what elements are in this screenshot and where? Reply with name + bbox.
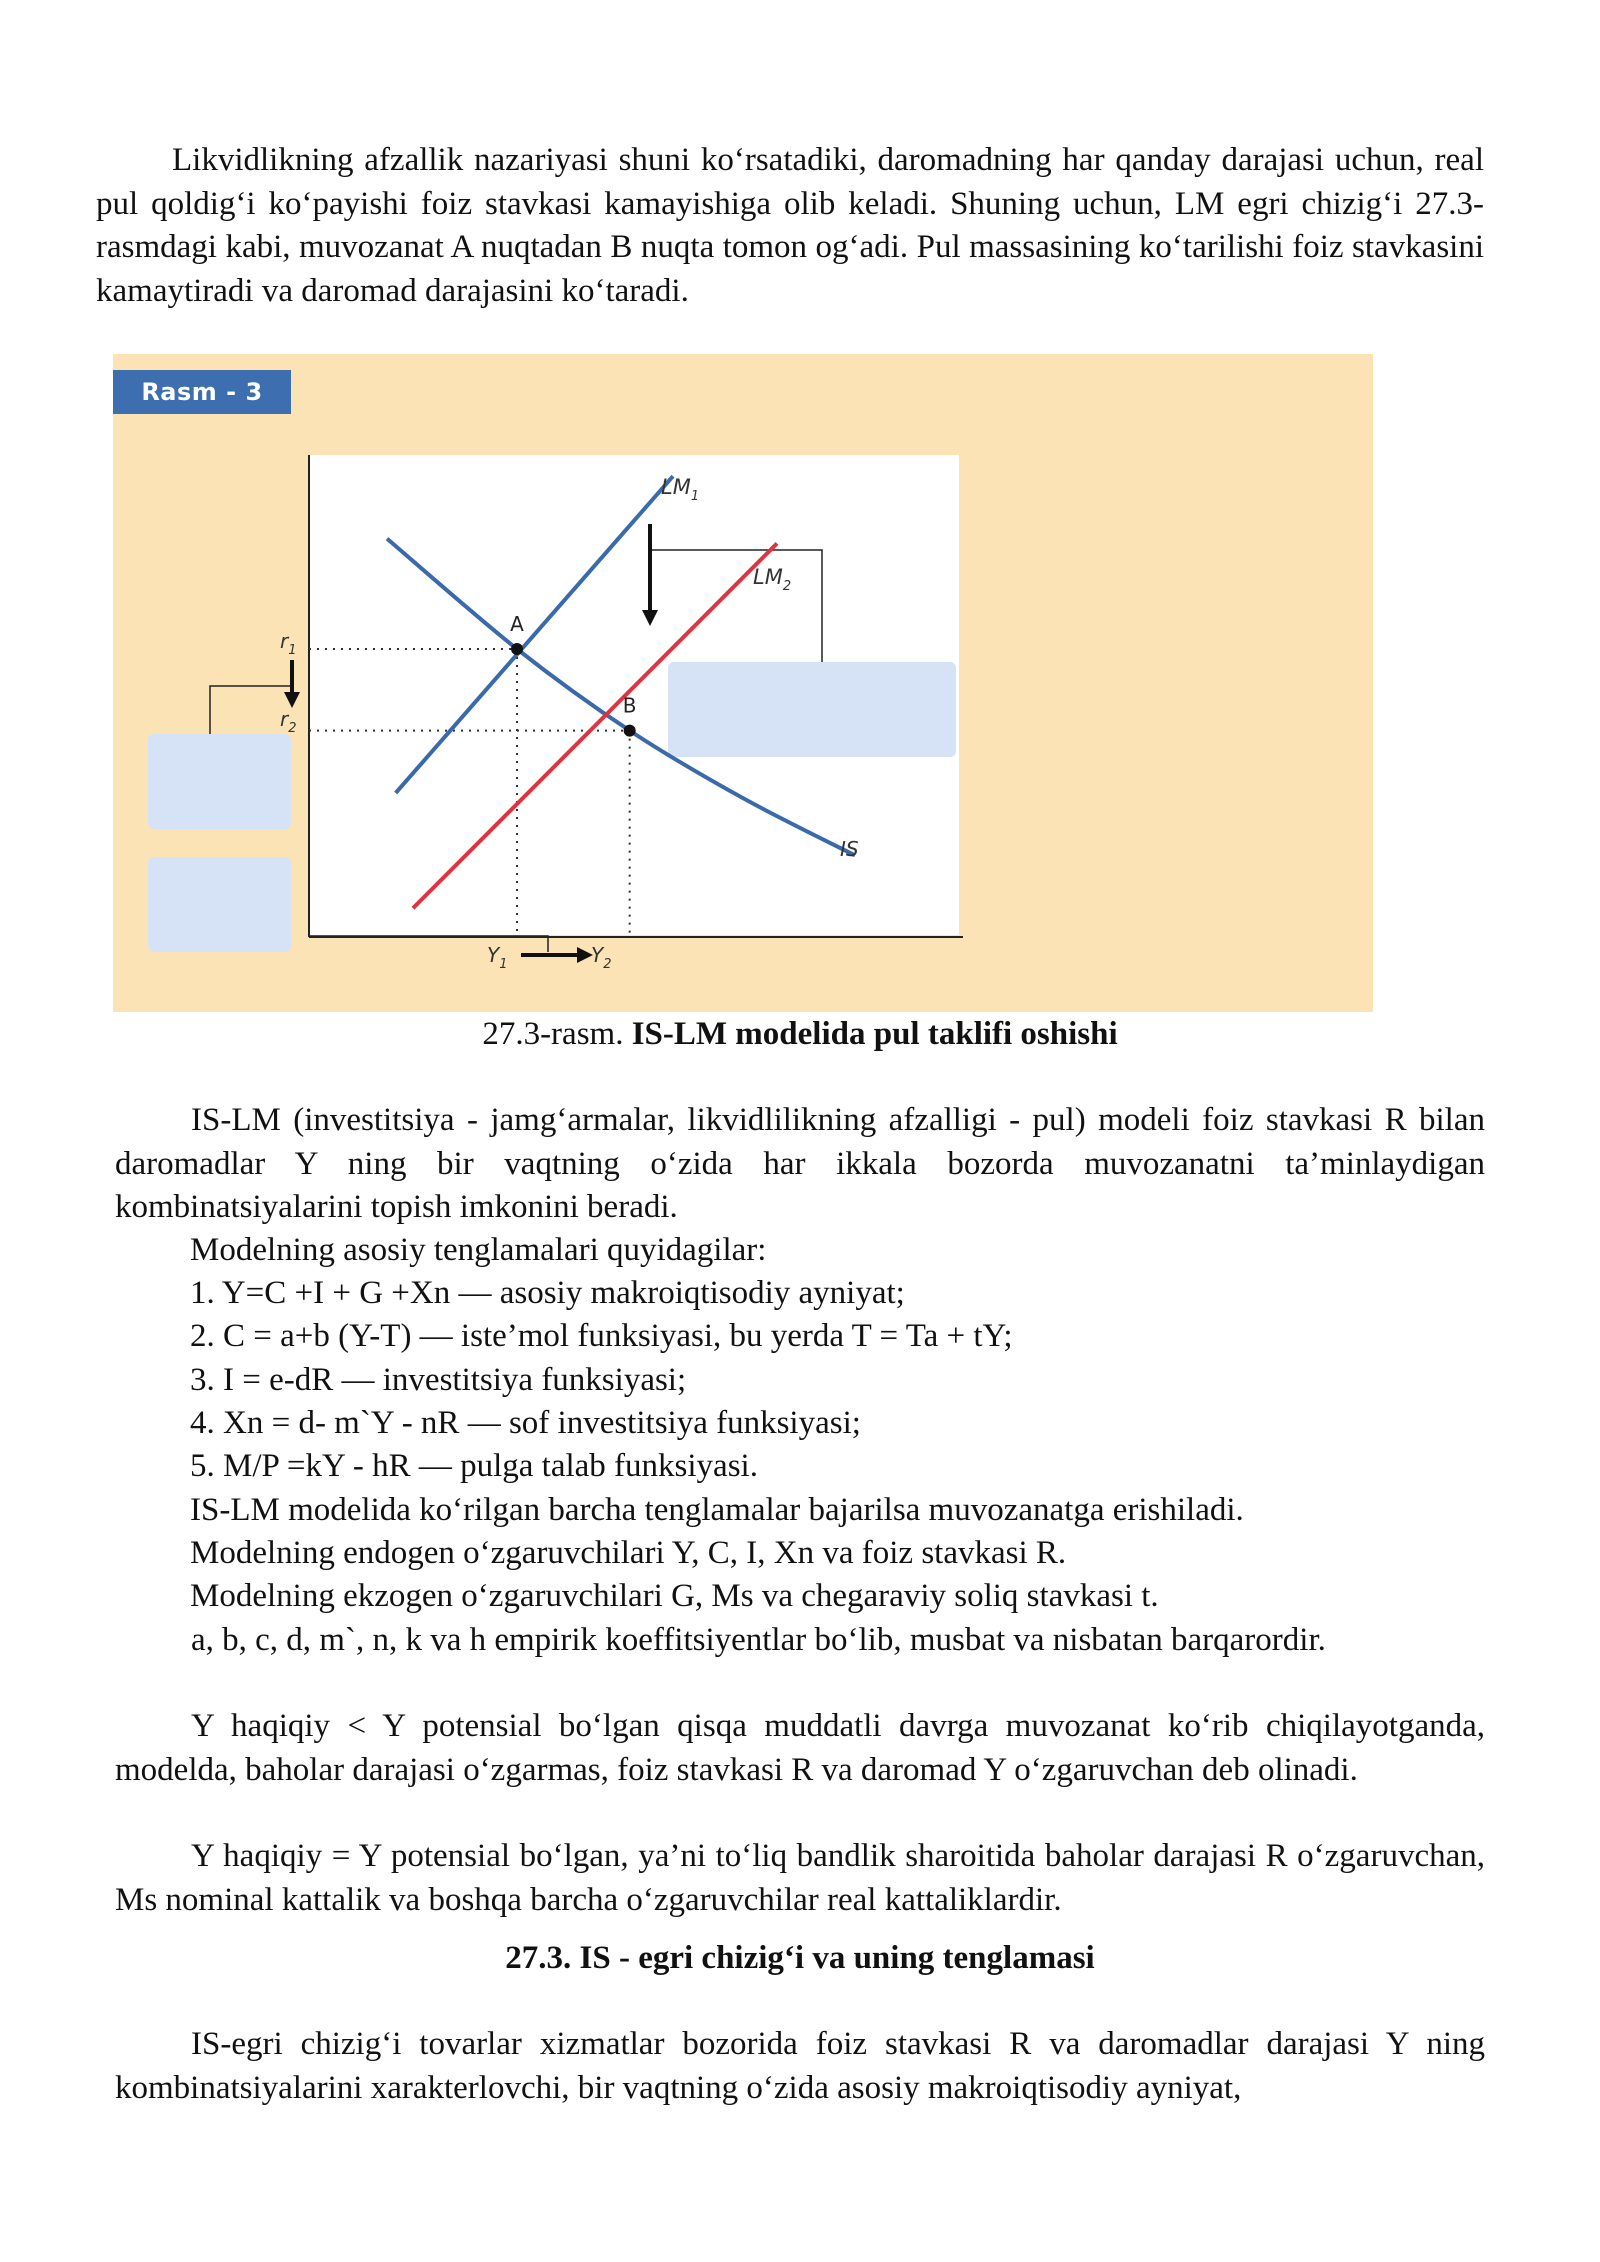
caption-prefix: 27.3-rasm.: [482, 1016, 632, 1052]
caption-title: IS-LM modelida pul taklifi oshishi: [631, 1016, 1118, 1052]
body-paragraph-8: Y haqiqiy = Y potensial bo‘lgan, ya’ni to‘liq bandlik sharoitida baholar darajasi R o‘zgaruvchan, Ms nominal kattalik va boshqa barcha o‘zgaruvchilar real kattaliklardir.: [115, 1838, 1485, 1918]
equation-3: 3. I = e-dR — investitsiya funksiyasi;: [190, 1362, 687, 1398]
callout-box-right: [668, 662, 956, 757]
body-paragraph-3: IS-LM modelida ko‘rilgan barcha tenglamalar bajarilsa muvozanatga erishiladi.: [190, 1492, 1244, 1528]
body-paragraph-1: IS-LM (investitsiya - jamg‘armalar, likvidlilikning afzalligi - pul) modeli foiz stavkasi R bilan daromadlar Y ning bir vaqtning o‘zida har ikkala bozorda muvozanatni ta’minlaydigan kombinatsiyalarini topish imkonini beradi.: [115, 1102, 1485, 1225]
r-shift-arrow-head: [284, 692, 300, 708]
section-heading: 27.3. IS - egri chizig‘i va uning tenglamasi: [505, 1940, 1095, 1976]
callout-box-left-top: [148, 734, 291, 829]
label-y2: $Y_2$: [591, 943, 612, 972]
body-paragraph-4: Modelning endogen o‘zgaruvchilari Y, C, I, Xn va foiz stavkasi R.: [190, 1535, 1067, 1571]
point-label-a: A: [510, 612, 524, 636]
is-lm-chart: [113, 354, 1373, 1012]
body-paragraph-5: Modelning ekzogen o‘zgaruvchilari G, Ms va chegaraviy soliq stavkasi t.: [190, 1578, 1159, 1614]
figure-badge: Rasm - 3: [113, 370, 291, 414]
connector-left-bottom: [309, 936, 548, 952]
section-paragraph-1: IS-egri chizig‘i tovarlar xizmatlar bozorida foiz stavkasi R va daromadlar darajasi Y ning kombinatsiyalarini xarakterlovchi, bir vaqtning o‘zida asosiy makroiqtisodiy ayniyat,: [115, 2026, 1485, 2106]
body-paragraph-7: Y haqiqiy < Y potensial bo‘lgan qisqa muddatli davrga muvozanat ko‘rib chiqilayotganda, modelda, baholar darajasi o‘zgarmas, foiz stavkasi R va daromad Y o‘zgaruvchan deb olinadi.: [115, 1708, 1485, 1788]
label-r2: $r_2$: [280, 707, 297, 736]
label-y1: $Y_1$: [487, 943, 508, 972]
equation-1: 1. Y=C +I + G +Xn — asosiy makroiqtisodiy ayniyat;: [190, 1275, 905, 1311]
label-lm1: $LM_1$: [661, 475, 700, 504]
body-paragraph-6: a, b, c, d, m`, n, k va h empirik koeffitsiyentlar bo‘lib, musbat va nisbatan barqarordir.: [191, 1622, 1326, 1658]
equilibrium-point-b: [624, 725, 636, 737]
label-lm2: $LM_2$: [753, 565, 792, 594]
callout-box-left-bottom: [148, 857, 291, 952]
equilibrium-point-a: [511, 643, 523, 655]
figure-panel: [113, 354, 1373, 1012]
intro-paragraph: Likvidlikning afzallik nazariyasi shuni ko‘rsatadiki, daromadning har qanday darajasi uchun, real pul qoldig‘i ko‘payishi foiz stavkasi kamayishiga olib keladi. Shuning uchun, LM egri chizig‘i 27.3- rasmdagi kabi, muvozanat A nuqtadan B nuqta tomon og‘adi. Pul massasining ko‘tarilishi foiz stavkasini kamaytiradi va daromad darajasini ko‘taradi.: [96, 142, 1484, 309]
equation-5: 5. M/P =kY - hR — pulga talab funksiyasi.: [190, 1448, 758, 1484]
body-paragraph-2: Modelning asosiy tenglamalari quyidagilar:: [190, 1232, 767, 1268]
point-label-b: B: [622, 693, 637, 718]
figure-caption: [0, 1013, 1600, 1056]
equation-2: 2. C = a+b (Y-T) — iste’mol funksiyasi, bu yerda T = Ta + tY;: [190, 1318, 1013, 1354]
label-is: IS: [840, 837, 859, 861]
equation-4: 4. Xn = d- m`Y - nR — sof investitsiya funksiyasi;: [190, 1405, 861, 1441]
label-r1: $r_1$: [280, 629, 297, 658]
